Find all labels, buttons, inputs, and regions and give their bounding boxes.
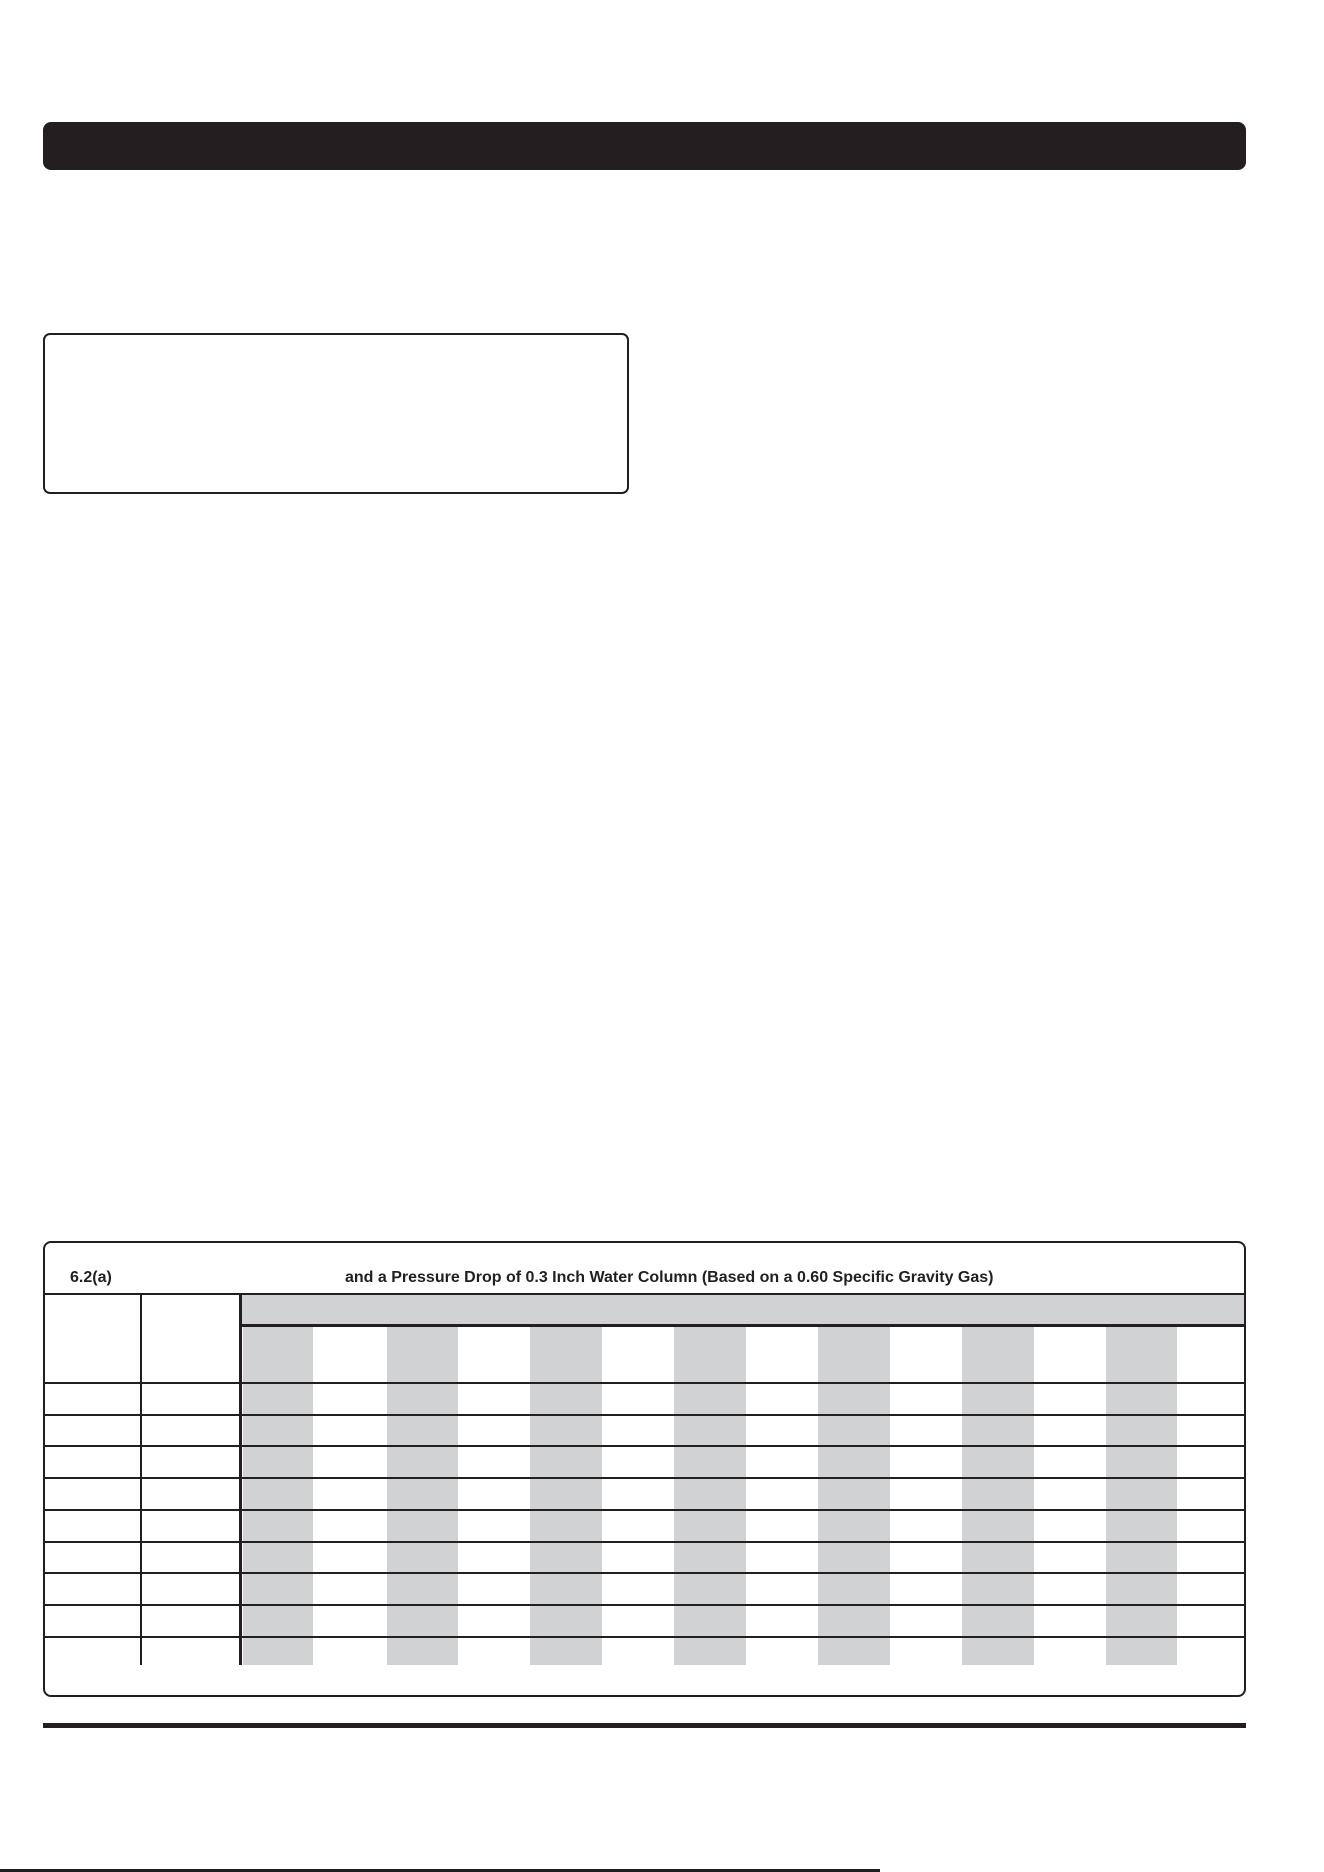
column-rule	[239, 1293, 242, 1665]
row-rule	[45, 1477, 1245, 1479]
row-rule	[45, 1636, 1245, 1638]
row-rule	[45, 1414, 1245, 1416]
row-rule	[45, 1445, 1245, 1447]
gas-pipe-capacity-table	[43, 1241, 1246, 1697]
row-rule	[45, 1509, 1245, 1511]
row-rule	[45, 1572, 1245, 1574]
shaded-column	[674, 1325, 746, 1665]
row-rule	[45, 1541, 1245, 1543]
shaded-column	[243, 1325, 313, 1665]
shaded-column	[818, 1325, 890, 1665]
row-rule	[45, 1604, 1245, 1606]
row-rule	[45, 1382, 1245, 1384]
table-number: 6.2(a)	[70, 1269, 112, 1286]
header-band	[241, 1293, 1245, 1325]
section-header-bar	[43, 122, 1246, 170]
header-rule	[241, 1324, 1245, 1327]
shaded-column	[1106, 1325, 1177, 1665]
shaded-column	[530, 1325, 602, 1665]
table-caption: and a Pressure Drop of 0.3 Inch Water Column (Based on a 0.60 Specific Gravity Gas)	[345, 1269, 994, 1286]
table-grid	[45, 1293, 1245, 1665]
column-rule	[140, 1293, 142, 1665]
shaded-column	[387, 1325, 458, 1665]
shaded-column	[962, 1325, 1034, 1665]
note-box	[43, 333, 629, 494]
table-rule	[45, 1293, 1245, 1295]
footer-rule	[43, 1723, 1246, 1728]
